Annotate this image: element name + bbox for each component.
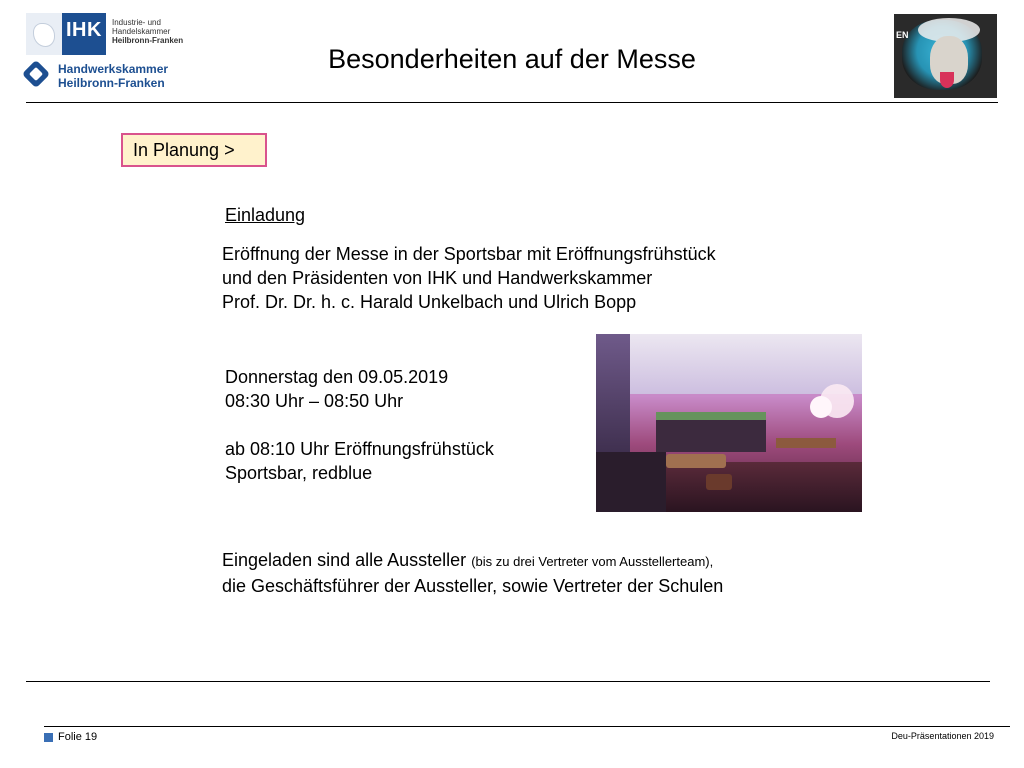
footer-divider [44,726,1010,727]
intro-line: Eröffnung der Messe in der Sportsbar mit Eröffnungsfrühstück [222,244,716,264]
slide-number: Folie 19 [58,731,98,743]
footer-divider-top [26,681,990,682]
ihk-abbr: IHK [66,19,102,41]
ihk-name [112,18,216,45]
page-title: Besonderheiten auf der Messe [328,44,696,74]
invite-note: (bis zu drei Vertreter vom Ausstellerteam), [471,554,714,569]
invite-line-1 [222,548,723,574]
slide-marker-icon [44,733,53,742]
intro-line: Prof. Dr. Dr. h. c. Harald Unkelbach und Ulrich Bopp [222,292,637,312]
event-date: Donnerstag den 09.05.2019 [225,367,449,387]
hwk-name-line1: Handwerkskammer [58,62,169,76]
event-details [225,365,494,485]
header-divider [26,102,998,103]
invite-main: Eingeladen sind alle Aussteller [222,550,467,570]
invite-line-2: die Geschäftsführer der Aussteller, sowie Vertreter der Schulen [222,576,724,596]
ihk-name-line1: Industrie- und Handelskammer [112,18,171,36]
hwk-name-line2: Heilbronn-Franken [58,76,165,90]
invite-text [222,548,723,598]
event-location: Sportsbar, redblue [225,463,373,483]
intro-text [222,242,716,314]
ihk-name-line2: Heilbronn-Franken [112,36,184,45]
status-badge: In Planung > [121,133,267,167]
event-breakfast: ab 08:10 Uhr Eröffnungsfrühstück [225,439,494,459]
section-heading: Einladung [225,205,306,225]
sportsbar-photo [596,334,862,512]
footer-caption: Deu-Präsentationen 2019 [891,731,994,741]
header-artwork-image: EN [894,14,997,98]
intro-line: und den Präsidenten von IHK und Handwerkskammer [222,268,653,288]
event-time: 08:30 Uhr – 08:50 Uhr [225,391,404,411]
